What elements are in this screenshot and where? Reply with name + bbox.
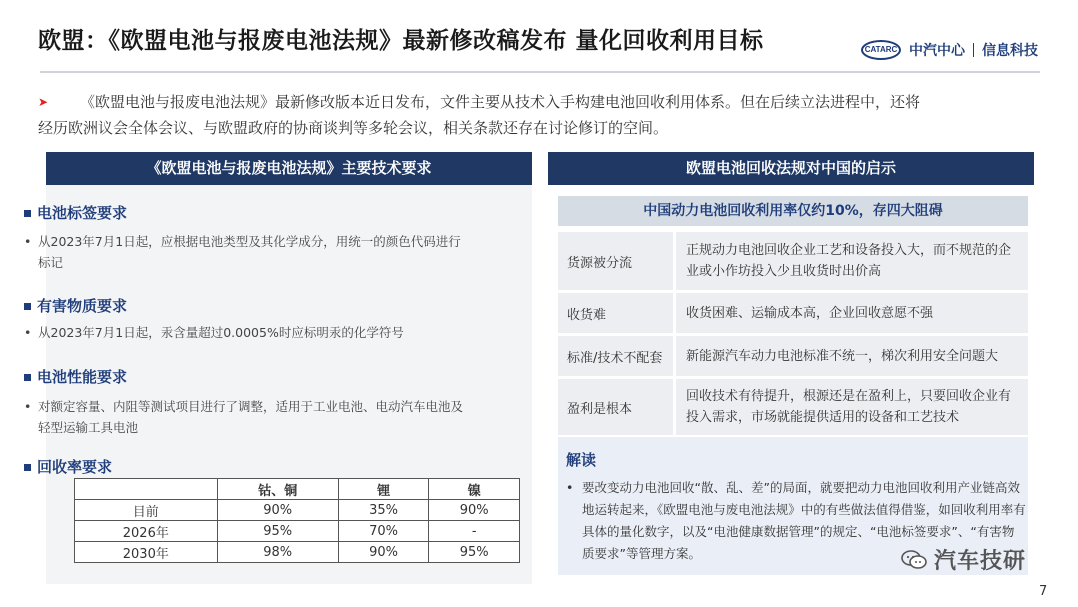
table-row: [75, 542, 520, 563]
interpretation-title: 解读: [566, 451, 597, 469]
table-cell: 98%: [217, 542, 338, 563]
square-bullet-icon: [24, 374, 31, 381]
section-title-performance: 电池性能要求: [24, 366, 127, 387]
table-cell: 35%: [338, 500, 429, 521]
table-header-cell: [75, 479, 218, 500]
table-cell: -: [429, 521, 520, 542]
right-panel-header: 欧盟电池回收法规对中国的启示: [548, 152, 1034, 185]
table-row: [558, 379, 1028, 435]
table-cell: 90%: [217, 500, 338, 521]
table-row: [75, 521, 520, 542]
header-divider: [40, 71, 1040, 73]
bullet-performance-requirement: • 对额定容量、内阻等测试项目进行了调整，适用于工业电池、电动汽车电池及轻型运输工具电池: [24, 396, 464, 438]
obstacle-key: 盈利是根本: [558, 379, 676, 435]
bullet-label-requirement: • 从2023年7月1日起，应根据电池类型及其化学成分，用统一的颜色代码进行标记: [24, 231, 464, 273]
obstacle-value: 正规动力电池回收企业工艺和设备投入大，而不规范的企业或小作坊投入少且收货时出价高: [676, 232, 1028, 290]
table-cell: 2026年: [75, 521, 218, 542]
dot-bullet-icon: •: [24, 234, 32, 249]
table-cell: 目前: [75, 500, 218, 521]
table-row: [75, 500, 520, 521]
dot-bullet-icon: •: [24, 399, 32, 414]
table-header-cell: 镍: [429, 479, 520, 500]
table-cell: 90%: [429, 500, 520, 521]
page-number: 7: [1039, 584, 1048, 599]
dot-bullet-icon: •: [566, 480, 574, 495]
dot-bullet-icon: •: [24, 325, 32, 340]
obstacle-key: 收货难: [558, 293, 676, 333]
catarc-logo: CATARC: [861, 40, 901, 60]
section-title-hazard: 有害物质要求: [24, 295, 127, 316]
brand-unit: 信息科技: [982, 43, 1038, 59]
obstacles-subheader: 中国动力电池回收利用率仅约10%，存四大阻碍: [558, 196, 1028, 226]
obstacle-key: 标准/技术不配套: [558, 336, 676, 376]
square-bullet-icon: [24, 464, 31, 471]
table-cell: 2030年: [75, 542, 218, 563]
intro-line-2: 经历欧洲议会全体会议、与欧盟政府的协商谈判等多轮会议，相关条款还存在讨论修订的空间。: [38, 119, 669, 137]
obstacle-value: 新能源汽车动力电池标准不统一，梯次利用安全问题大: [676, 336, 1028, 376]
obstacle-key: 货源被分流: [558, 232, 676, 290]
table-row: [558, 232, 1028, 290]
bullet-hazard-requirement: • 从2023年7月1日起，汞含量超过0.0005%时应标明汞的化学符号: [24, 322, 464, 343]
obstacle-value: 回收技术有待提升，根源还是在盈利上，只要回收企业有投入需求，市场就能提供适用的设备和工艺技术: [676, 379, 1028, 435]
table-header-row: [75, 479, 520, 500]
obstacle-value: 收货困难、运输成本高，企业回收意愿不强: [676, 293, 1028, 333]
watermark: [900, 544, 1026, 575]
table-row: [558, 336, 1028, 376]
brand-name: 中汽中心: [909, 43, 965, 59]
intro-line-1: 《欧盟电池与报废电池法规》最新修改版本近日发布，文件主要从技术入手构建电池回收利用体系。但在后续立法进程中，还将: [80, 93, 921, 111]
table-cell: 95%: [217, 521, 338, 542]
table-header-cell: 锂: [338, 479, 429, 500]
table-row: [558, 293, 1028, 333]
watermark-text: 汽车技研: [934, 549, 1027, 574]
obstacles-table: [558, 229, 1028, 438]
brand-separator: [973, 43, 974, 57]
left-panel-header: 《欧盟电池与报废电池法规》主要技术要求: [46, 152, 532, 185]
table-header-cell: 钴、铜: [217, 479, 338, 500]
table-cell: 90%: [338, 542, 429, 563]
square-bullet-icon: [24, 303, 31, 310]
wechat-icon: [900, 549, 928, 571]
section-title-recovery: 回收率要求: [24, 456, 112, 477]
section-title-label: 电池标签要求: [24, 202, 127, 223]
recovery-rate-table: [74, 478, 520, 563]
interpretation-text: • 要改变动力电池回收“散、乱、差”的局面，就要把动力电池回收利用产业链高效地运转起来，《欧盟电池与废电池法规》中的有些做法值得借鉴，如回收利用率有具体的量化数字，以及“电池健康数据管理”的规定、“电池标签要求”、“有害物质要求”等管理方案。: [566, 477, 1026, 565]
page-title: 欧盟：《欧盟电池与报废电池法规》最新修改稿发布 量化回收利用目标: [38, 28, 764, 54]
intro-paragraph: [38, 89, 1038, 141]
table-cell: 95%: [429, 542, 520, 563]
square-bullet-icon: [24, 210, 31, 217]
arrow-bullet-icon: ➤: [38, 95, 49, 109]
table-cell: 70%: [338, 521, 429, 542]
brand: [861, 40, 1038, 60]
